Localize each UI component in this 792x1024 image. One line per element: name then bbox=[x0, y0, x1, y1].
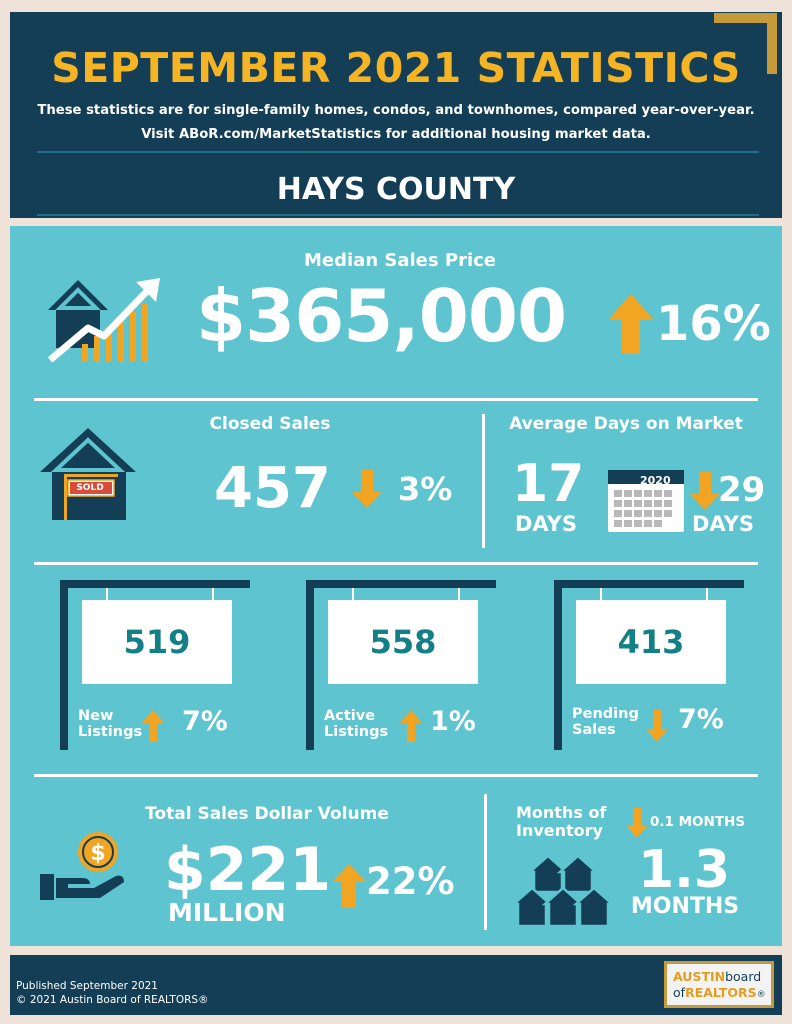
days-on-market-value: 17 bbox=[512, 454, 585, 514]
pending-sales-sign: 413 bbox=[576, 600, 726, 684]
divider bbox=[34, 774, 758, 777]
inventory-label-line2: Inventory bbox=[516, 821, 603, 840]
arrow-up-icon bbox=[608, 294, 654, 354]
median-price-label: Median Sales Price bbox=[304, 250, 496, 271]
sign-post bbox=[60, 580, 68, 750]
sign-chain bbox=[106, 588, 108, 600]
active-listings-sign: 558 bbox=[328, 600, 478, 684]
sign-chain bbox=[352, 588, 354, 600]
sales-volume-value: $221 bbox=[164, 835, 331, 905]
arrow-up-icon bbox=[142, 710, 164, 742]
sign-chain bbox=[600, 588, 602, 600]
arrow-down-icon bbox=[646, 710, 668, 742]
days-on-market-change: 29 bbox=[718, 470, 766, 510]
logo-text: REALTORS bbox=[685, 985, 757, 1000]
footer bbox=[10, 955, 782, 1015]
vertical-divider bbox=[482, 414, 485, 548]
abor-logo bbox=[664, 961, 774, 1008]
published-date: Published September 2021 bbox=[16, 980, 158, 992]
page-title: SEPTEMBER 2021 STATISTICS bbox=[51, 44, 741, 92]
sales-volume-unit: MILLION bbox=[168, 898, 286, 927]
closed-sales-change: 3% bbox=[398, 470, 453, 508]
median-price-value: $365,000 bbox=[196, 274, 567, 358]
logo-text: of bbox=[673, 985, 686, 1000]
logo-text: board bbox=[725, 969, 762, 984]
sign-chain bbox=[458, 588, 460, 600]
logo-text: ® bbox=[756, 990, 766, 1000]
active-listings-label-line1: Active bbox=[324, 708, 376, 724]
header-banner bbox=[10, 12, 782, 218]
calendar-year: 2020 bbox=[640, 474, 671, 487]
days-on-market-unit: DAYS bbox=[514, 512, 577, 536]
sign-chain bbox=[706, 588, 708, 600]
sign-post bbox=[306, 580, 314, 750]
svg-text:$: $ bbox=[90, 841, 106, 866]
pending-sales-change: 7% bbox=[678, 704, 724, 735]
vertical-divider bbox=[484, 794, 487, 930]
closed-sales-value: 457 bbox=[214, 456, 331, 521]
inventory-label-line1: Months of bbox=[516, 803, 607, 822]
active-listings-change: 1% bbox=[430, 706, 476, 737]
inventory-change: 0.1 MONTHS bbox=[650, 814, 746, 830]
sold-house-icon bbox=[40, 426, 140, 522]
pending-sales-label-line2: Sales bbox=[572, 722, 616, 738]
arrow-down-icon bbox=[352, 470, 382, 508]
money-hand-icon bbox=[38, 830, 130, 904]
divider bbox=[34, 398, 758, 401]
pending-sales-label-line1: Pending bbox=[572, 706, 639, 722]
sales-volume-label: Total Sales Dollar Volume bbox=[145, 804, 389, 824]
arrow-down-icon bbox=[626, 808, 648, 838]
house-growth-icon bbox=[42, 274, 162, 366]
new-listings-label-line2: Listings bbox=[78, 724, 143, 740]
inventory-unit: MONTHS bbox=[630, 894, 740, 919]
sales-volume-change: 22% bbox=[366, 860, 455, 903]
divider bbox=[34, 562, 758, 565]
days-on-market-change-unit: DAYS bbox=[692, 512, 755, 536]
new-listings-sign: 519 bbox=[82, 600, 232, 684]
copyright: © 2021 Austin Board of REALTORS® bbox=[16, 994, 209, 1006]
arrow-down-icon bbox=[690, 472, 720, 510]
sold-sign-text: SOLD bbox=[76, 483, 104, 493]
new-listings-label-line1: New bbox=[78, 708, 114, 724]
county-title: HAYS COUNTY bbox=[276, 172, 516, 207]
sign-arm bbox=[60, 580, 250, 588]
sign-arm bbox=[554, 580, 744, 588]
arrow-up-icon bbox=[400, 710, 422, 742]
subtitle-line-2: Visit ABoR.com/MarketStatistics for additional housing market data. bbox=[141, 127, 651, 142]
header-divider-bottom bbox=[37, 214, 759, 216]
days-on-market-label: Average Days on Market bbox=[509, 414, 743, 434]
sign-arm bbox=[306, 580, 496, 588]
subtitle-line-1: These statistics are for single-family homes, condos, and townhomes, compared year-over-year. bbox=[37, 103, 755, 118]
active-listings-label-line2: Listings bbox=[324, 724, 389, 740]
sign-post bbox=[554, 580, 562, 750]
arrow-up-icon bbox=[332, 864, 366, 908]
stats-panel bbox=[10, 226, 782, 946]
inventory-value: 1.3 bbox=[637, 840, 731, 900]
logo-text: AUSTIN bbox=[673, 969, 726, 984]
median-price-change: 16% bbox=[656, 296, 771, 352]
header-divider-top bbox=[37, 151, 759, 153]
houses-icon bbox=[510, 852, 618, 930]
closed-sales-label: Closed Sales bbox=[209, 414, 331, 434]
new-listings-change: 7% bbox=[182, 706, 228, 737]
sign-chain bbox=[212, 588, 214, 600]
